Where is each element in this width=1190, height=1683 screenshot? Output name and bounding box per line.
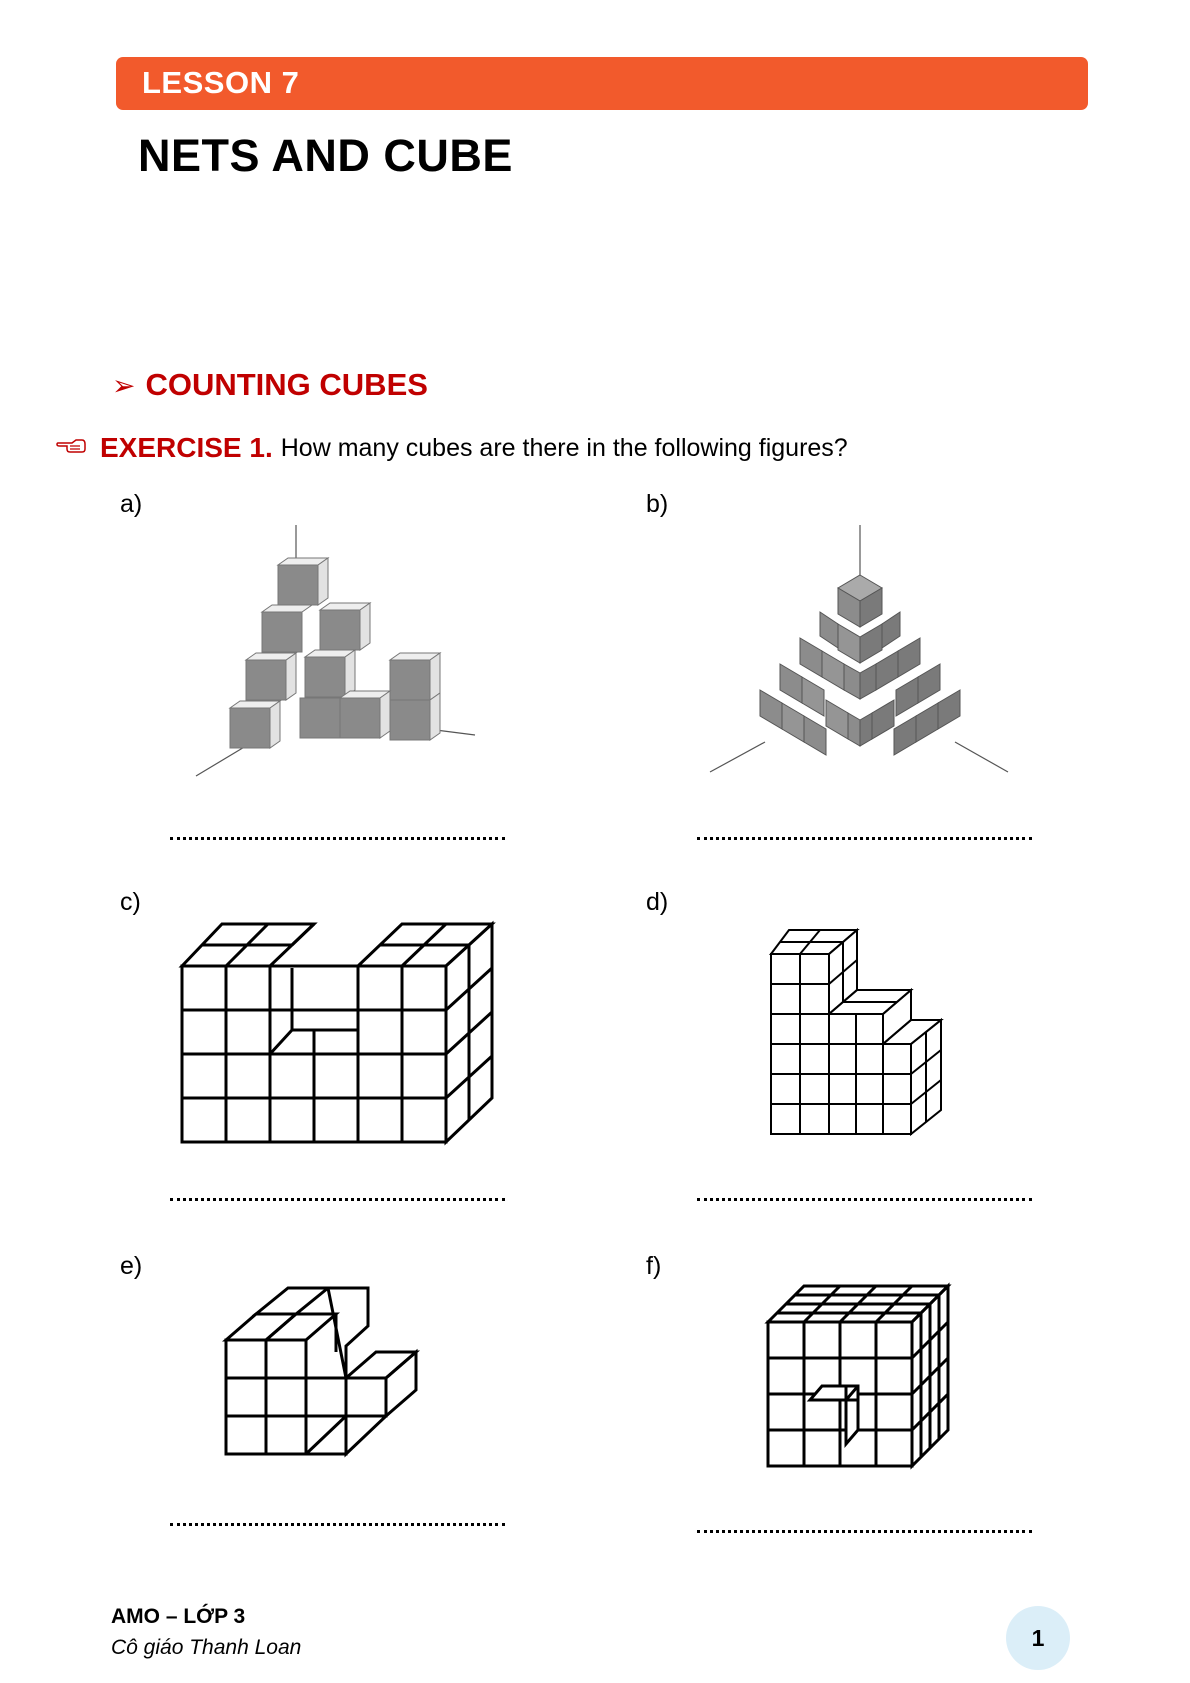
figure-f-large-cube [762, 1280, 962, 1480]
answer-line-b[interactable] [697, 837, 1032, 840]
lesson-label: LESSON 7 [142, 65, 300, 100]
figure-d-stepped-block [765, 918, 965, 1143]
answer-line-a[interactable] [170, 837, 505, 840]
pointing-hand-icon [56, 437, 92, 460]
page-title: NETS AND CUBE [138, 130, 513, 181]
section-heading-text: COUNTING CUBES [145, 367, 428, 402]
answer-line-e[interactable] [170, 1523, 505, 1526]
figure-label-e: e) [120, 1252, 143, 1280]
answer-line-c[interactable] [170, 1198, 505, 1201]
figure-label-c: c) [120, 888, 141, 916]
figure-label-b: b) [646, 490, 669, 518]
page-number: 1 [1031, 1624, 1045, 1651]
section-heading [112, 367, 428, 403]
answer-line-f[interactable] [697, 1530, 1032, 1533]
footer-teacher: Cô giáo Thanh Loan [111, 1636, 302, 1659]
figure-c-u-block [176, 918, 496, 1150]
exercise-question: How many cubes are there in the following figures? [280, 433, 848, 462]
exercise-prompt [56, 432, 848, 464]
page-number-badge [1006, 1606, 1070, 1670]
figure-label-a: a) [120, 490, 143, 518]
figure-b-cube-pyramid [700, 520, 1020, 780]
lesson-banner [116, 57, 1088, 110]
exercise-label: EXERCISE 1. [100, 432, 273, 463]
footer-brand: AMO – LỚP 3 [111, 1605, 246, 1628]
arrowhead-bullet-icon: ➢ [112, 369, 136, 401]
figure-e-irregular-block [220, 1280, 460, 1460]
answer-line-d[interactable] [697, 1198, 1032, 1201]
figure-label-d: d) [646, 888, 669, 916]
figure-label-f: f) [646, 1252, 662, 1280]
figure-a-cube-stack [190, 520, 480, 780]
